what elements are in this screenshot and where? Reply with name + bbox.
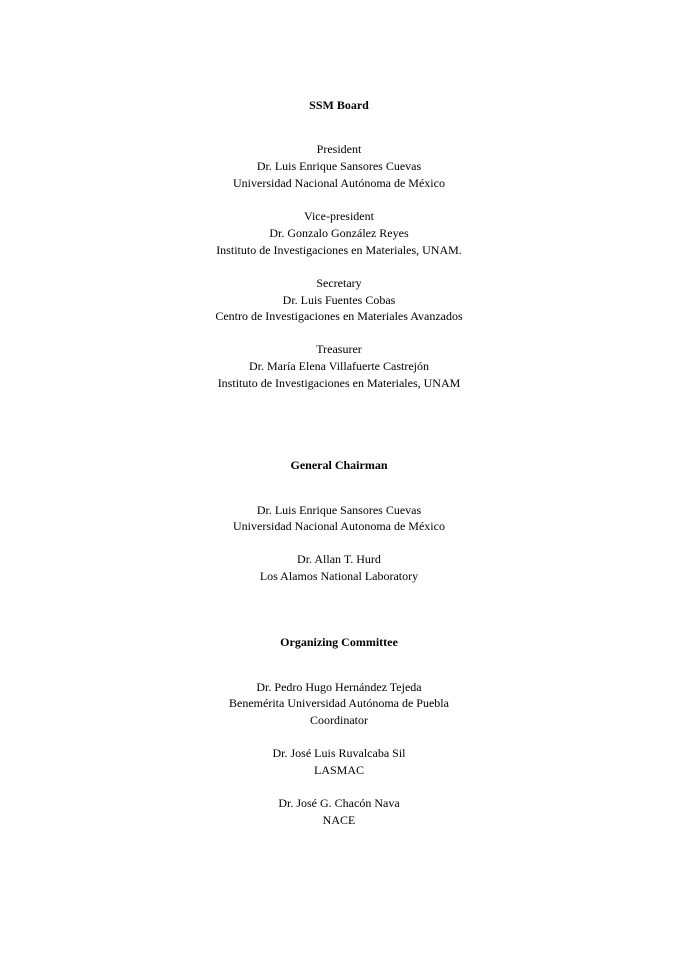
committee-name-3: Dr. José G. Chacón Nava	[278, 796, 400, 810]
committee-heading: Organizing Committee	[280, 635, 398, 649]
board-name-president: Dr. Luis Enrique Sansores Cuevas	[256, 159, 422, 173]
committee-affiliation-2: LASMAC	[313, 763, 364, 777]
board-role-secretary: Secretary	[316, 276, 362, 290]
committee-role-1: Coordinator	[310, 713, 368, 727]
board-name-vice-president: Dr. Gonzalo González Reyes	[269, 226, 409, 240]
board-role-treasurer: Treasurer	[316, 342, 362, 356]
chairman-affiliation-2: Los Alamos National Laboratory	[259, 569, 419, 583]
chairman-name-1: Dr. Luis Enrique Sansores Cuevas	[256, 503, 422, 517]
board-heading: SSM Board	[309, 98, 369, 112]
chairman-name-2: Dr. Allan T. Hurd	[297, 552, 381, 566]
board-name-secretary: Dr. Luis Fuentes Cobas	[282, 293, 396, 307]
chairman-affiliation-1: Universidad Nacional Autonoma de México	[233, 519, 445, 533]
committee-name-1: Dr. Pedro Hugo Hernández Tejeda	[256, 680, 422, 694]
chairman-heading: General Chairman	[290, 458, 388, 472]
committee-affiliation-3: NACE	[322, 813, 356, 827]
board-role-president: President	[316, 142, 362, 156]
board-name-treasurer: Dr. María Elena Villafuerte Castrejón	[249, 359, 429, 373]
committee-name-2: Dr. José Luis Ruvalcaba Sil	[272, 746, 406, 760]
board-role-vice-president: Vice-president	[304, 209, 374, 223]
board-affiliation-treasurer: Instituto de Investigaciones en Materiales, UNAM	[217, 376, 461, 390]
board-affiliation-secretary: Centro de Investigaciones en Materiales Avanzados	[215, 309, 463, 323]
board-affiliation-president: Universidad Nacional Autónoma de México	[233, 176, 445, 190]
board-affiliation-vice-president: Instituto de Investigaciones en Materiales, UNAM.	[216, 243, 462, 257]
committee-affiliation-1: Benemérita Universidad Autónoma de Puebla	[229, 696, 449, 710]
